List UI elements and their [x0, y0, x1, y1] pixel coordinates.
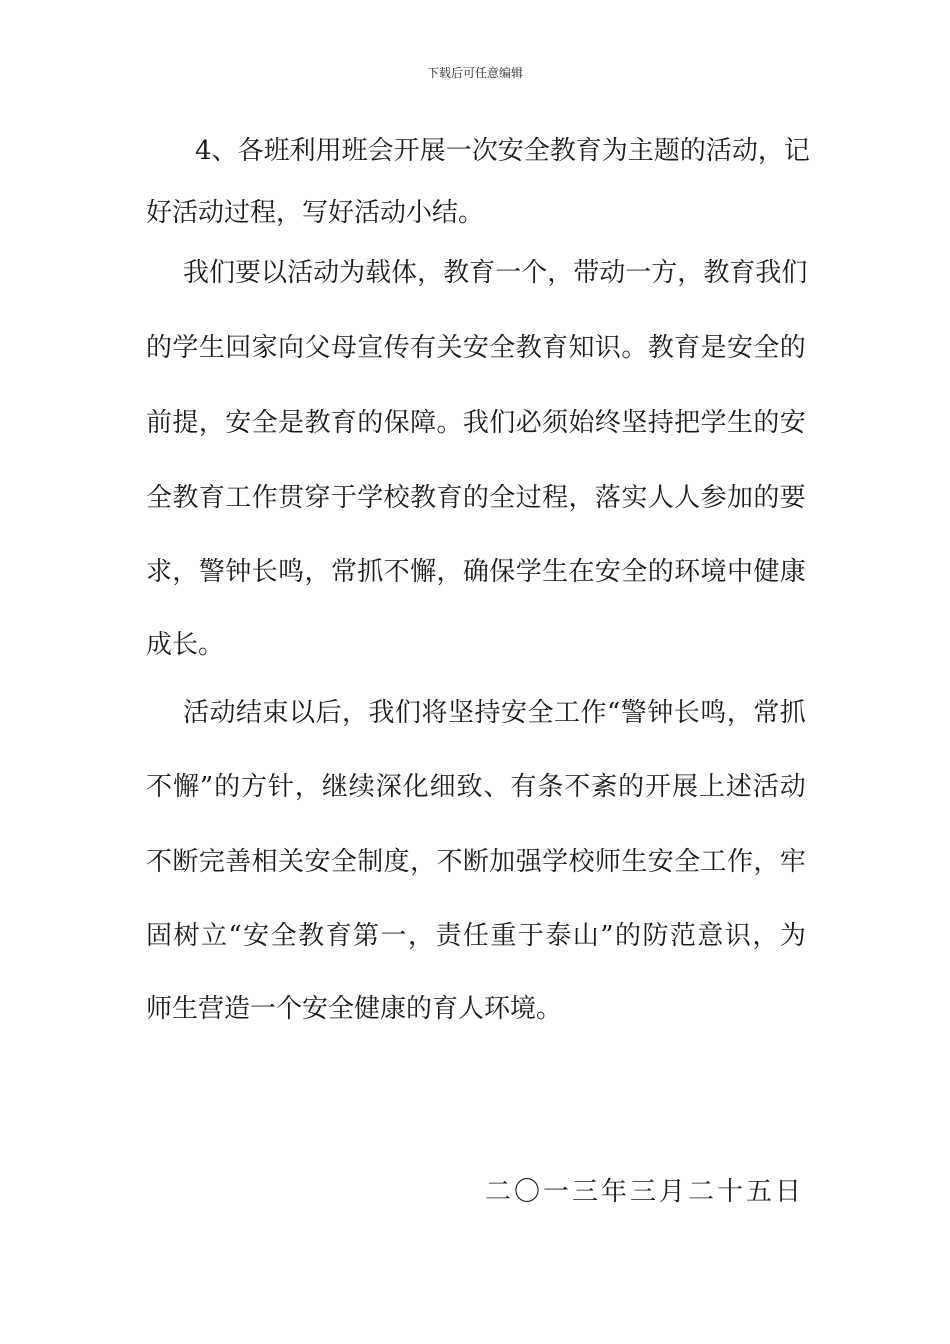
document-line: 不 断 完 善 相 关 安 全 制 度 ， 不 断 加 强 学 校 师 生 安 全 工 作 ， 牢: [146, 847, 806, 877]
document-line: 全 教 育 工 作 贯 穿 于 学 校 教 育 的 全 过 程 ， 落 实 人 人 参 加 的 要: [146, 483, 806, 513]
document-line: 求 ， 警 钟 长 鸣 ， 常 抓 不 懈 ， 确 保 学 生 在 安 全 的 环 境 中 健 康: [146, 557, 806, 587]
document-line: 成长。: [146, 630, 225, 660]
document-line: 我 们 要 以 活 动 为 载 体 ， 教 育 一 个 ， 带 动 一 方 ， 教 育 我 们: [183, 258, 808, 288]
document-line: 4 、 各 班 利 用 班 会 开 展 一 次 安 全 教 育 为 主 题 的 活 动 ， 记: [195, 136, 810, 166]
document-line: 好活动过程，写好活动小结。: [146, 198, 485, 228]
document-line: 前 提 ， 安 全 是 教 育 的 保 障 。 我 们 必 须 始 终 坚 持 把 学 生 的 安: [146, 408, 806, 438]
document-line: 固 树 立 “ 安 全 教 育 第 一 ， 责 任 重 于 泰 山 ” 的 防 范 意 识 ， 为: [146, 921, 806, 951]
document-date: 二〇一三年三月二十五日: [484, 1177, 804, 1207]
document-line: 师生营造一个安全健康的育人环境。: [146, 994, 563, 1024]
page-header-note: 下载后可任意编辑: [426, 66, 523, 80]
document-line: 不 懈 ” 的 方 针 ， 继 续 深 化 细 致 、 有 条 不 紊 的 开 展 上 述 活 动: [146, 772, 806, 802]
document-line: 的 学 生 回 家 向 父 母 宣 传 有 关 安 全 教 育 知 识 。 教 育 是 安 全 的: [146, 333, 806, 363]
document-line: 活 动 结 束 以 后 ， 我 们 将 坚 持 安 全 工 作 “ 警 钟 长 鸣 ， 常 抓: [183, 698, 806, 728]
